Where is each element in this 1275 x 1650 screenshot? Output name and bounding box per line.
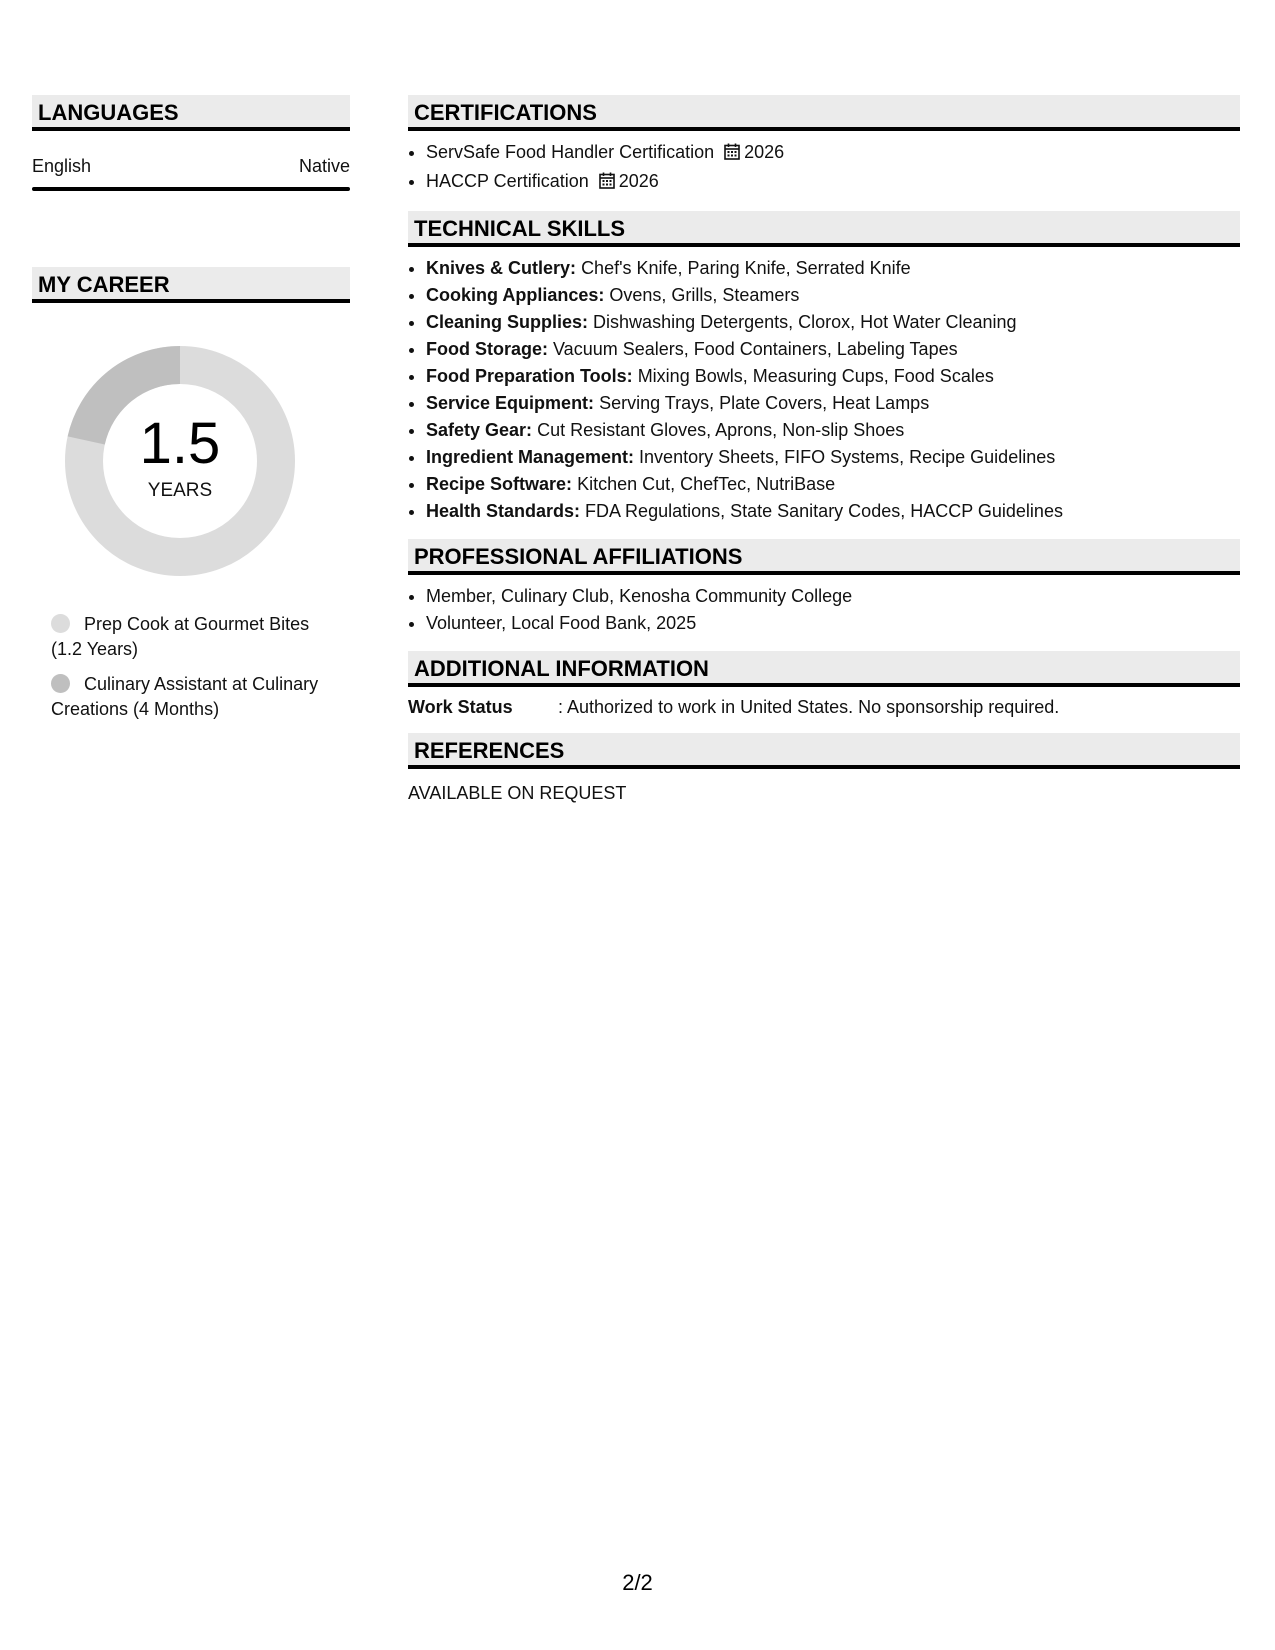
skill-label: Cooking Appliances: xyxy=(426,285,605,305)
technical-skills-section xyxy=(408,211,1240,525)
legend-label: Prep Cook at Gourmet Bites (1.2 Years) xyxy=(51,614,310,659)
certification-year: 2026 xyxy=(618,171,659,191)
legend-item-prep-cook xyxy=(51,612,341,662)
affiliation-item: • Volunteer, Local Food Bank, 2025 xyxy=(426,610,1240,637)
certification-item xyxy=(426,168,1240,197)
skill-value: Serving Trays, Plate Covers, Heat Lamps xyxy=(599,393,930,413)
affiliations-section xyxy=(408,539,1240,637)
languages-section xyxy=(32,95,350,191)
skill-value: Kitchen Cut, ChefTec, NutriBase xyxy=(577,474,836,494)
work-status-row xyxy=(408,695,1240,719)
affiliations-list xyxy=(408,583,1240,637)
work-status-label: Work Status xyxy=(408,697,513,717)
technical-skills-header: TECHNICAL SKILLS xyxy=(408,211,1240,247)
references-text: AVAILABLE ON REQUEST xyxy=(408,783,627,803)
legend-label: Culinary Assistant at Culinary Creations (4 Months) xyxy=(51,674,319,719)
affiliation-item: • Member, Culinary Club, Kenosha Community College xyxy=(426,583,1240,610)
skill-item xyxy=(426,498,1240,525)
career-header: MY CAREER xyxy=(32,267,350,303)
career-section xyxy=(32,267,350,722)
references-header: REFERENCES xyxy=(408,733,1240,769)
skill-item xyxy=(426,390,1240,417)
legend-dot xyxy=(51,674,70,693)
skill-value: Mixing Bowls, Measuring Cups, Food Scales xyxy=(637,366,994,386)
work-status-value: : Authorized to work in United States. No sponsorship required. xyxy=(558,697,1060,717)
skill-label: Recipe Software: xyxy=(426,474,573,494)
legend-item-culinary-assistant xyxy=(51,672,341,722)
skill-item xyxy=(426,336,1240,363)
skill-item xyxy=(426,309,1240,336)
skill-item xyxy=(426,363,1240,390)
language-level-bar xyxy=(32,187,350,191)
skill-label: Safety Gear: xyxy=(426,420,533,440)
additional-info-header: ADDITIONAL INFORMATION xyxy=(408,651,1240,687)
skill-value: Ovens, Grills, Steamers xyxy=(609,285,800,305)
skill-label: Cleaning Supplies: xyxy=(426,312,589,332)
skill-item xyxy=(426,417,1240,444)
skill-item xyxy=(426,255,1240,282)
skill-value: Chef's Knife, Paring Knife, Serrated Knife xyxy=(581,258,911,278)
skill-item xyxy=(426,471,1240,498)
skill-label: Health Standards: xyxy=(426,501,581,521)
certification-name: ServSafe Food Handler Certification xyxy=(426,142,715,162)
certification-item xyxy=(426,139,1240,168)
skill-value: Cut Resistant Gloves, Aprons, Non-slip Shoes xyxy=(537,420,905,440)
page-number: 2/2 xyxy=(622,1570,653,1595)
skill-label: Service Equipment: xyxy=(426,393,595,413)
references-section xyxy=(408,733,1240,805)
certifications-list xyxy=(408,139,1240,197)
certifications-header: CERTIFICATIONS xyxy=(408,95,1240,131)
left-column xyxy=(32,95,350,732)
language-name: English xyxy=(32,156,92,176)
skill-value: Inventory Sheets, FIFO Systems, Recipe Guidelines xyxy=(639,447,1056,467)
legend-dot xyxy=(51,614,70,633)
career-total-unit: YEARS xyxy=(147,480,213,501)
skill-label: Knives & Cutlery: xyxy=(426,258,577,278)
skill-label: Food Storage: xyxy=(426,339,548,359)
certification-name: HACCP Certification xyxy=(426,171,589,191)
career-total-years: 1.5 xyxy=(139,411,221,476)
skill-label: Ingredient Management: xyxy=(426,447,635,467)
skill-value: Vacuum Sealers, Food Containers, Labeling Tapes xyxy=(553,339,958,359)
affiliations-header: PROFESSIONAL AFFILIATIONS xyxy=(408,539,1240,575)
languages-header: LANGUAGES xyxy=(32,95,350,131)
technical-skills-list xyxy=(408,255,1240,525)
skill-item xyxy=(426,444,1240,471)
certification-year: 2026 xyxy=(744,142,785,162)
language-level: Native xyxy=(298,156,350,176)
skill-label: Food Preparation Tools: xyxy=(426,366,633,386)
calendar-icon xyxy=(599,170,615,197)
certifications-section xyxy=(408,95,1240,197)
right-column xyxy=(408,95,1240,805)
career-donut-chart xyxy=(65,346,295,576)
skill-value: FDA Regulations, State Sanitary Codes, HACCP Guidelines xyxy=(585,501,1063,521)
skill-item xyxy=(426,282,1240,309)
donut-center xyxy=(65,346,295,576)
language-row xyxy=(32,155,350,177)
career-legend xyxy=(32,612,341,722)
skill-value: Dishwashing Detergents, Clorox, Hot Water Cleaning xyxy=(593,312,1017,332)
additional-info-section xyxy=(408,651,1240,719)
calendar-icon xyxy=(724,141,740,168)
